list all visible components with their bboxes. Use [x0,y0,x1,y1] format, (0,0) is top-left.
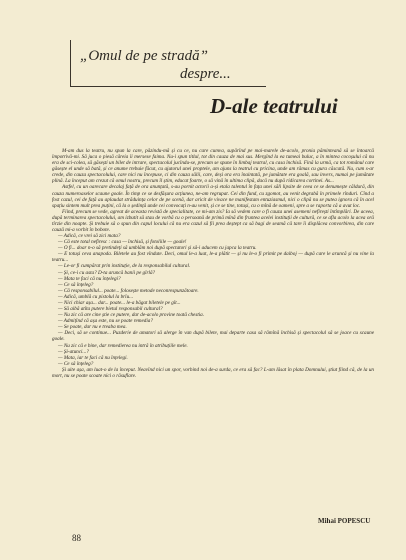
paragraph: Fiind, precum se vede, agreat de aceasta revistă de specialitate, ce mi-am zis? Ia să vedem care o fi cauza unei asemeni nefirești întîmplări. De aceea, după terminarea spectacolului, am izbutit să stau de vorbă cu o persoană de primă mînă din fruntea acelei instituții de cultură, ce se afla acolo la acea oră tîrzie din noapte. Și trebuie să o spun din capul locului că nu era cazul să fii prea deștept ca să bagi de seamă că tare îi displăcea convorbirea, din care cauză mi-a vorbit în bobote. [52,208,374,234]
dialogue-line: — Le-or fi cumpărat prin instituție, de la responsabilul cultural. [58,263,191,270]
page-number: 88 [72,533,81,543]
dialogue-line: — Și-atunci...? [58,348,89,355]
closing-paragraph: Și uite așa, am luat-o de la început. Neavînd nici un spor, vorbind noi de-a surda, ce era să fac? L-am lăsat în plata Domnului, știut fiind că, de la un mort, nu se poate scoate nici o răsuflare. [52,366,374,379]
paragraph: M-am dus la teatru, nu spun la care, păzindu-mă și cu ce, nu care cumva, supărînd pe mai-marele de-acolo, pronia păminteană să se întoarcă împotrivă-mi. Să juca o piesă căreia îi mersese faima. Nu-i spun titlul, tot din cauza de mai sus. Mergînd la ea tumeai buluc, a în mintea cocoșului că nu era de sci-colea, să găsești un bilet de intrare, spectacolul jucîndu-se, precum se spune în limbaj teatral, cu casa închisă. Fină la urmă, ca tot românul care găsește el unde să bată, și ce anume trebuie făcut, cu ajutorul unei proptele, am ajuns la teatrul cu pricina, unde am rămas cu gura căscată. Nu, cum s-ar crede, din cauza spectacolului, care nici nu începuse, ci din cauza sălii, care, deși ora era înaintată, pe jumătate era goală, sau invers, numai pe jumătate plină. La început am crezut că omul nostru, precum îl știm, educat foarte, o să vină în ultima clipă, dacă nu după ridicarea cortinei. As... [52,148,374,185]
dialogue-line: — Ce să înțeleg? [58,281,94,288]
dialogue-line: — Mata, iar te faci că nu înțelegi. [58,354,128,361]
dialogue-line: — Ce să înțeleg? [58,360,94,367]
dialogue-line: — Nu zic că e bine, dar remedierea nu intră în atribuțiile mele. [58,342,188,349]
author-signature: Mihai POPESCU [318,517,371,525]
dialogue-line: — Și, ce-i cu asta? D-ta aruncă banii pe gîrlă? [58,269,156,276]
dialogue-line: — Că este total nefiresc : casa — închisă, și fotoliile — goale! [58,239,187,246]
dialogue-line: — Să aibă atîta putere bietul responsabil cultural? [58,306,163,313]
dialogue-line: — Se poate, dar nu e treaba mea. [58,324,127,331]
dialogue-line: — Deci, să se continue... Puzderie de amatori să alerge în van după bilete, mai departe casa să rămînă închisă și spectacolul să se joace cu scaune goale. [52,330,374,343]
rubric-title: „Omul de pe stradă” [80,48,208,64]
dialogue-line: — Adică, umblă cu pistolul la brîu... [58,293,134,300]
paragraph: Astfel, cu un oarecare decalaj față de ora anunțată, s-au pornit actorii a-și etala talentul în fața unei săli lipsite de ceea ce se denumește căldură, din cauza numeroaselor scaune goale. În timp ce se desfășura acțiunea, ne-am regrupat. Cei din fund, cu zgomot, au venit degrabă în primele rînduri. Cînd a fost cazul, cei de față au aplaudat străduința celor de pe scenă, dar aricit de vivace ne manifestam entuziasmul, nici o clipă nu se putea ignora că în acel spațiu sintem mult prea puțini, că la o ședință unde cei convocați n-au venit, și ce se tine, totuși, cu o mînă de oameni, spre a se raporta că a avut loc. [52,184,374,209]
dialogue-line: — Nici chiar așa... dar... poate... le-a băgat biletele pe gît... [58,299,181,306]
rubric-subtitle: despre... [180,66,231,82]
dialogue-line: — Adică, ce vrei să zici mata? [58,233,121,240]
dialogue-line: — E totuși ceva anapoda. Biletele au fost vîndute. Deci, omul le-a luat, le-a plătit — și nu le-o fi primit pe daiboj — după care le aruncă și nu vine la teatru... [52,251,374,264]
article-title: D-ale teatrului [210,94,338,118]
dialogue-line: — Mata te faci că nu înțelegi? [58,275,121,282]
article-body [52,148,374,528]
dialogue-line: — Că responsabilul... poate... folosește metode neconrespunzătoare. [58,287,199,294]
dialogue-line: — Admițînd că așa este, nu se poate remedia? [58,318,153,325]
dialogue-line: — Nu zic că are cine știe ce putere, dar de-acolo provine toată chestia. [58,312,205,319]
dialogue-line: — O fi... doar n-o să pretindeți să umblăm noi după spectatori și să-i aducem cu japca la teatru. [58,245,257,252]
